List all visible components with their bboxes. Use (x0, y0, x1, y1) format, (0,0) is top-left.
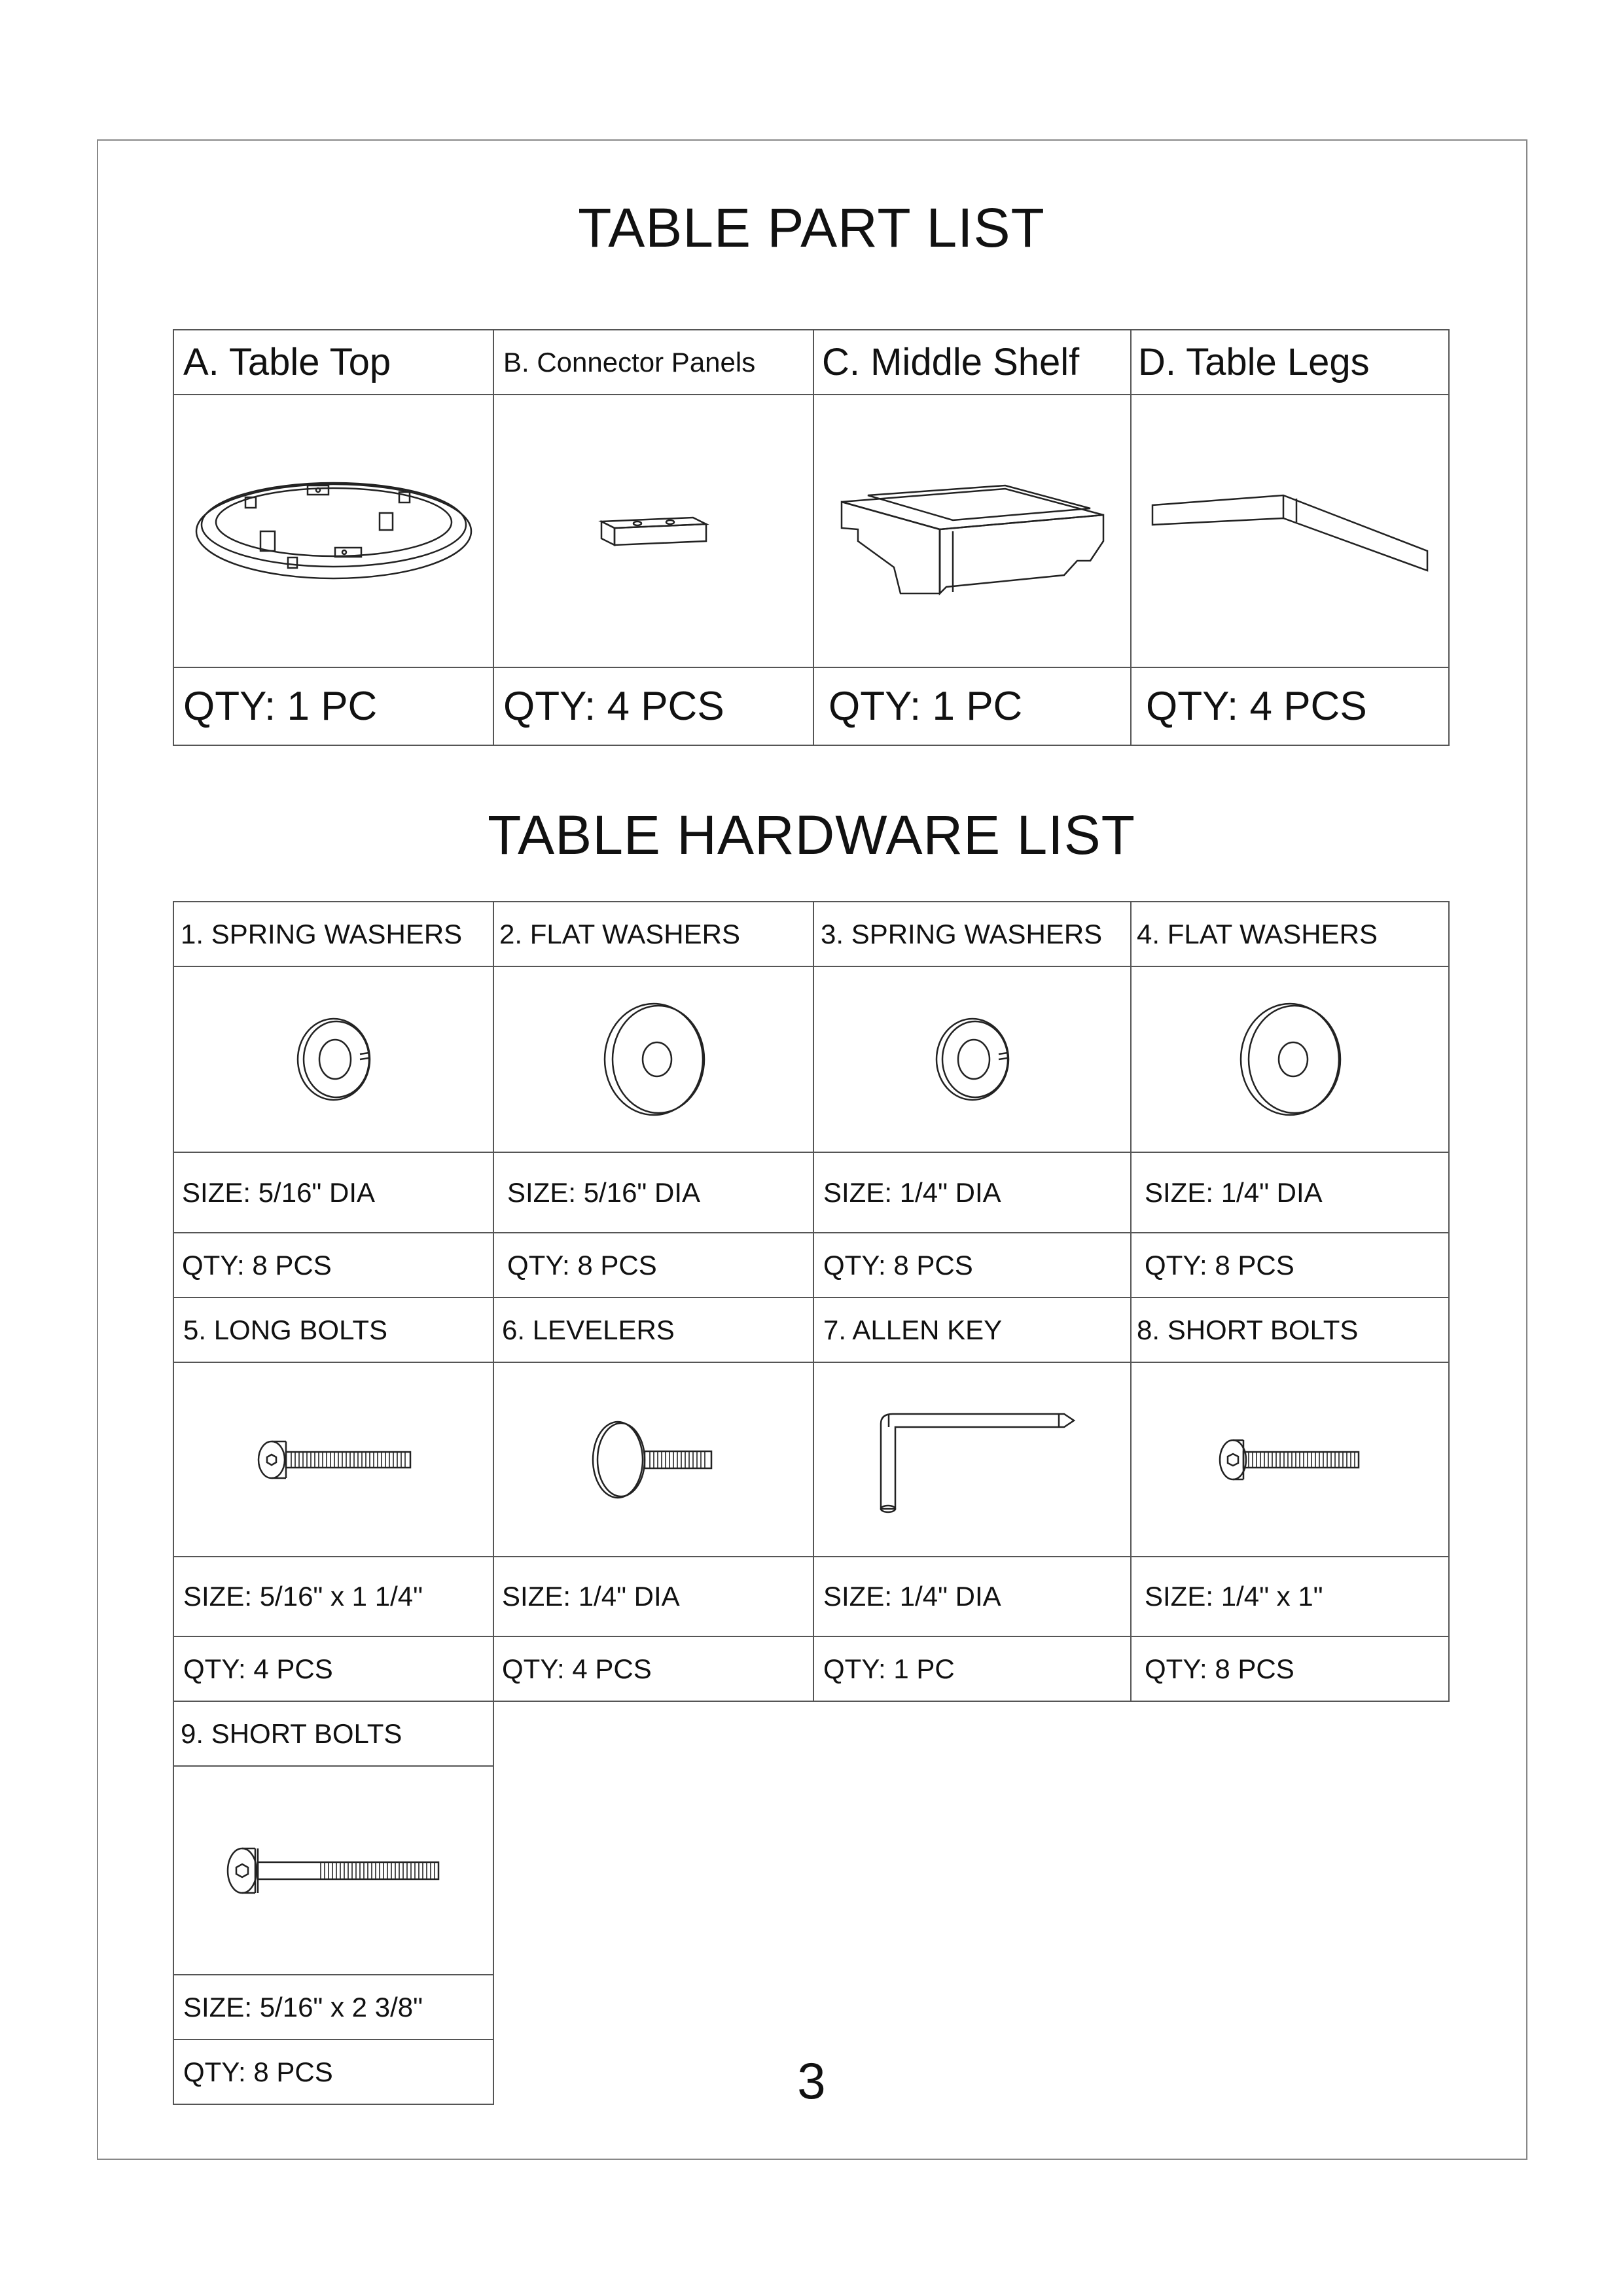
flat-washer-cell-2 (493, 966, 814, 1153)
part-qty-c: QTY: 1 PC (813, 667, 1132, 746)
hardware-size-1: SIZE: 5/16" DIA (173, 1152, 494, 1233)
long-bolt-icon (252, 1434, 416, 1486)
short-bolt-icon (1215, 1424, 1365, 1496)
connector-panel-icon (588, 495, 719, 567)
spring-washer-cell-1 (173, 966, 494, 1153)
spring-washer-icon (927, 1014, 1018, 1105)
table-top-cell (173, 394, 494, 668)
hardware-size-6: SIZE: 1/4" DIA (493, 1556, 814, 1637)
hardware-qty-9: QTY: 8 PCS (173, 2039, 494, 2105)
part-label-d: D. Table Legs (1130, 329, 1450, 395)
table-top-icon (183, 459, 484, 603)
hardware-size-4: SIZE: 1/4" DIA (1130, 1152, 1450, 1233)
flat-washer-icon (1234, 997, 1346, 1122)
connector-panel-cell (493, 394, 814, 668)
part-qty-b: QTY: 4 PCS (493, 667, 814, 746)
hardware-label-3: 3. SPRING WASHERS (813, 901, 1132, 967)
hardware-list-title: TABLE HARDWARE LIST (488, 804, 1135, 866)
hardware-qty-1: QTY: 8 PCS (173, 1232, 494, 1298)
hardware-qty-6: QTY: 4 PCS (493, 1636, 814, 1702)
hardware-size-3: SIZE: 1/4" DIA (813, 1152, 1132, 1233)
part-list-title: TABLE PART LIST (578, 197, 1045, 258)
spring-washer-cell-3 (813, 966, 1132, 1153)
part-qty-d: QTY: 4 PCS (1130, 667, 1450, 746)
middle-shelf-icon (829, 456, 1116, 607)
hardware-label-6: 6. LEVELERS (493, 1297, 814, 1363)
table-leg-icon (1139, 479, 1440, 584)
hardware-size-5: SIZE: 5/16" x 1 1/4" (173, 1556, 494, 1637)
hardware-label-4: 4. FLAT WASHERS (1130, 901, 1450, 967)
hardware-qty-7: QTY: 1 PC (813, 1636, 1132, 1702)
short-bolt-cell-9 (173, 1765, 494, 1975)
hardware-qty-5: QTY: 4 PCS (173, 1636, 494, 1702)
hardware-label-1: 1. SPRING WASHERS (173, 901, 494, 967)
part-label-a: A. Table Top (173, 329, 494, 395)
leveler-cell (493, 1362, 814, 1557)
short-bolt-cell-8 (1130, 1362, 1450, 1557)
hardware-size-2: SIZE: 5/16" DIA (493, 1152, 814, 1233)
page-number: 3 (797, 2052, 826, 2110)
leveler-icon (588, 1411, 719, 1509)
hardware-label-9: 9. SHORT BOLTS (173, 1701, 494, 1767)
hardware-label-2: 2. FLAT WASHERS (493, 901, 814, 967)
hardware-qty-8: QTY: 8 PCS (1130, 1636, 1450, 1702)
short-bolt-icon (223, 1835, 445, 1907)
flat-washer-icon (598, 997, 709, 1122)
hardware-size-8: SIZE: 1/4" x 1" (1130, 1556, 1450, 1637)
hardware-size-9: SIZE: 5/16" x 2 3/8" (173, 1974, 494, 2040)
hardware-label-5: 5. LONG BOLTS (173, 1297, 494, 1363)
long-bolt-cell (173, 1362, 494, 1557)
hardware-size-7: SIZE: 1/4" DIA (813, 1556, 1132, 1637)
hardware-qty-4: QTY: 8 PCS (1130, 1232, 1450, 1298)
part-label-c: C. Middle Shelf (813, 329, 1132, 395)
hardware-qty-2: QTY: 8 PCS (493, 1232, 814, 1298)
allen-key-icon (855, 1401, 1090, 1519)
hardware-qty-3: QTY: 8 PCS (813, 1232, 1132, 1298)
spring-washer-icon (288, 1014, 380, 1105)
part-label-b: B. Connector Panels (493, 329, 814, 395)
allen-key-cell (813, 1362, 1132, 1557)
part-qty-a: QTY: 1 PC (173, 667, 494, 746)
hardware-label-8: 8. SHORT BOLTS (1130, 1297, 1450, 1363)
middle-shelf-cell (813, 394, 1132, 668)
hardware-label-7: 7. ALLEN KEY (813, 1297, 1132, 1363)
flat-washer-cell-4 (1130, 966, 1450, 1153)
table-leg-cell (1130, 394, 1450, 668)
